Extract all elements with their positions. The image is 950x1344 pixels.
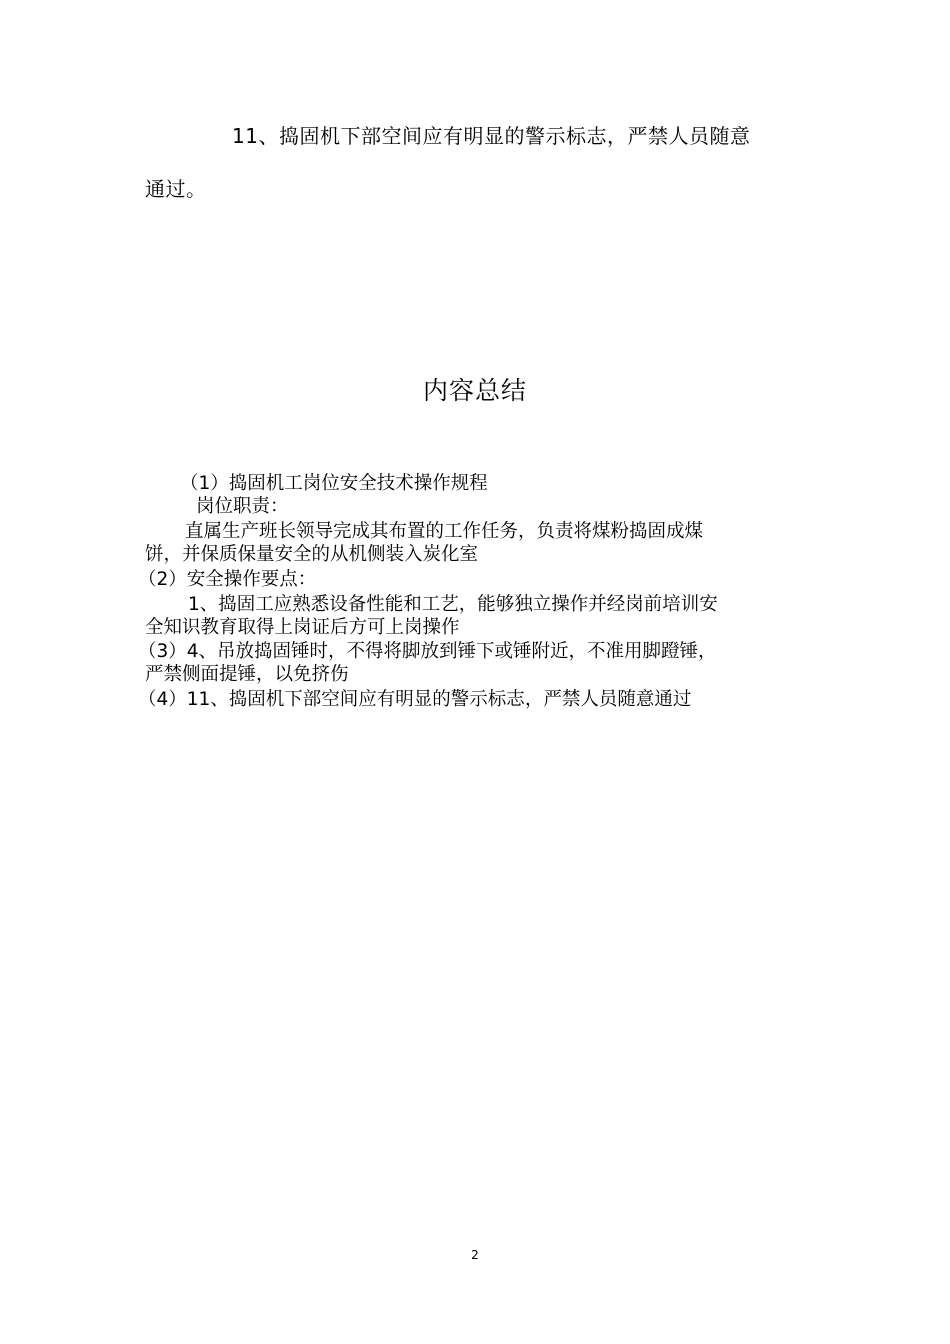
summary-line-7: 全知识教育取得上岗证后方可上岗操作 [145, 617, 460, 638]
summary-line-9: 严禁侧面提锤，以免挤伤 [145, 664, 349, 685]
summary-line-10: （4）11、捣固机下部空间应有明显的警示标志，严禁人员随意通过 [138, 689, 692, 710]
summary-line-4: 饼，并保质保量安全的从机侧装入炭化室 [145, 544, 479, 565]
summary-line-6: 1、捣固工应熟悉设备性能和工艺，能够独立操作并经岗前培训安 [188, 594, 718, 615]
paragraph-line-1: 11、捣固机下部空间应有明显的警示标志，严禁人员随意 [232, 124, 751, 148]
summary-line-5: （2）安全操作要点： [138, 569, 317, 590]
summary-line-1: （1）捣固机工岗位安全技术操作规程 [180, 473, 488, 494]
page-number: 2 [471, 1248, 479, 1262]
summary-line-3: 直属生产班长领导完成其布置的工作任务，负责将煤粉捣固成煤 [185, 521, 704, 542]
summary-line-2: 岗位职责： [196, 496, 289, 517]
summary-line-8: （3）4、吊放捣固锤时，不得将脚放到锤下或锤附近，不准用脚蹬锤， [138, 641, 717, 662]
paragraph-line-2: 通过。 [145, 177, 207, 201]
summary-title: 内容总结 [422, 376, 527, 405]
